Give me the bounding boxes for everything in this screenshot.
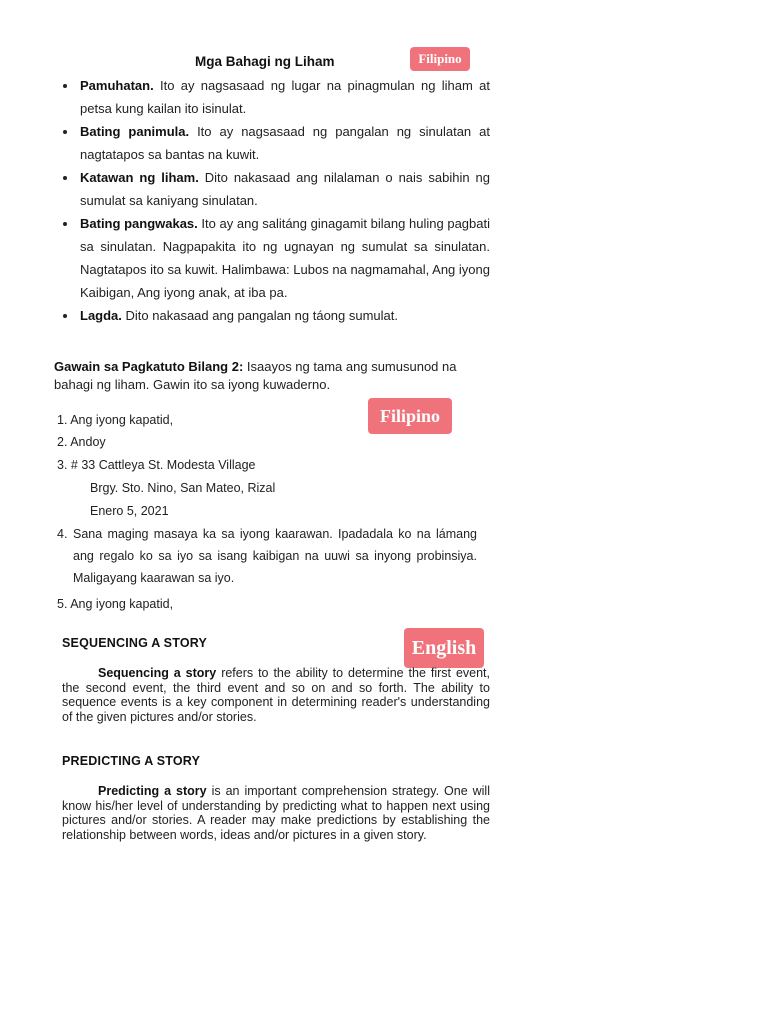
definition: Ito ay ang salitáng ginagamit bilang huling pagbati sa sinulatan. Nagpapakita ito ng ugnayan ng sumulat sa sinulatan. Nagtatapos ito sa kuwit. Halimbawa: Lubos na nagmamahal, Ang iyong Kaibigan, Ang iyong anak, at iba pa. — [80, 216, 490, 300]
term: Bating pangwakas. — [80, 216, 198, 231]
paragraph-text: refers to the ability to determine the first event, the second event, the third event and so on and so forth. The ability to sequence events is a key component in determining reader's understanding of the given pictures and/or stories. — [62, 666, 490, 724]
section-bahagi-ng-liham — [0, 40, 768, 323]
heading-predicting: PREDICTING A STORY — [62, 754, 201, 768]
instruction-text: Isaayos ng tama ang sumusunod na bahagi ng liham. Gawin ito sa iyong kuwaderno. — [54, 359, 457, 392]
paragraph-predicting — [62, 784, 490, 842]
letter-parts-list — [62, 74, 490, 327]
definition: Ito ay nagsasaad ng lugar na pinagmulan ng liham at petsa kung kailan ito isinulat. — [80, 78, 490, 116]
activity-item-1: 1. Ang iyong kapatid, — [57, 413, 174, 427]
address-line: Brgy. Sto. Nino, San Mateo, Rizal — [90, 481, 276, 495]
activity-item-5: 5. Ang iyong kapatid, — [57, 597, 174, 611]
subject-tag-english: English — [404, 628, 484, 668]
term: Predicting a story — [98, 784, 207, 798]
heading-sequencing: SEQUENCING A STORY — [62, 636, 208, 650]
term: Bating panimula. — [80, 124, 190, 139]
definition: Dito nakasaad ang nilalaman o nais sabihin ng sumulat sa kaniyang sinulatan. — [80, 170, 490, 208]
activity-item-4 — [57, 523, 477, 589]
activity-item-3: 3. # 33 Cattleya St. Modesta Village — [57, 458, 256, 472]
activity-label: Gawain sa Pagkatuto Bilang 2: — [54, 359, 244, 374]
term: Katawan ng liham. — [80, 170, 199, 185]
section-gawain — [0, 352, 768, 642]
term: Pamuhatan. — [80, 78, 154, 93]
date-line: Enero 5, 2021 — [90, 504, 169, 518]
list-item — [78, 166, 490, 212]
section-english — [0, 622, 768, 882]
list-item — [78, 120, 490, 166]
list-item — [78, 304, 490, 327]
list-item — [78, 74, 490, 120]
section-title: Mga Bahagi ng Liham — [195, 54, 335, 69]
term: Lagda. — [80, 308, 122, 323]
activity-instruction — [54, 358, 474, 394]
subject-tag-filipino: Filipino — [410, 47, 470, 71]
paragraph-text: is an important comprehension strategy. One will know his/her level of understanding by predicting what to happen next using pictures and/or stories. A reader may make predictions by establishing the relationship between words, ideas and/or pictures in a given story. — [62, 784, 490, 842]
definition: Dito nakasaad ang pangalan ng táong sumulat. — [121, 308, 398, 323]
list-item — [78, 212, 490, 304]
activity-item-2: 2. Andoy — [57, 435, 106, 449]
item-number: 4. — [57, 527, 68, 541]
subject-tag-filipino: Filipino — [368, 398, 452, 434]
item-text: Sana maging masaya ka sa iyong kaarawan. Ipadadala ko na lámang ang regalo ko sa iyo sa isang kaibigan na uuwi sa inyong probinsiya. Maligayang kaarawan sa iyo. — [73, 527, 477, 585]
term: Sequencing a story — [98, 666, 217, 680]
paragraph-sequencing — [62, 666, 490, 724]
definition: Ito ay nagsasaad ng pangalan ng sinulatan at nagtatapos sa bantas na kuwit. — [80, 124, 490, 162]
